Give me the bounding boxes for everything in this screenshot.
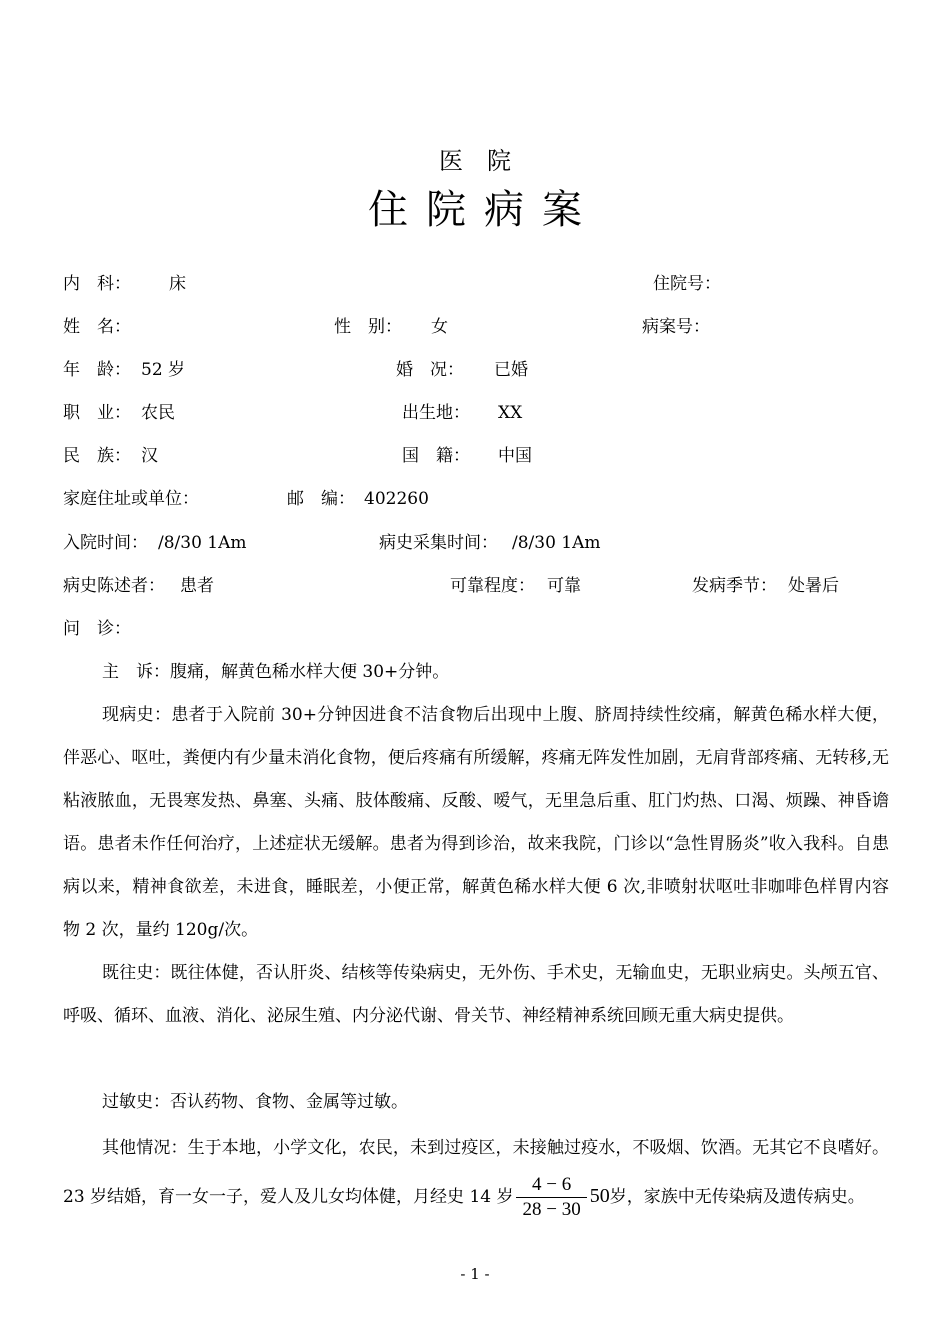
postcode-label: 邮 编： <box>287 489 355 509</box>
menstrual-denominator: 28 − 30 <box>522 1199 581 1220</box>
menstrual-fraction <box>516 1173 586 1222</box>
chief-complaint-label: 主 诉： <box>102 662 170 682</box>
other-info <box>63 1124 889 1222</box>
marital-value: 已婚 <box>494 360 528 380</box>
menopause-age: 50 <box>589 1185 610 1207</box>
allergy-history <box>63 1081 889 1124</box>
narrator-value: 患者 <box>180 576 214 596</box>
age-label: 年 龄： <box>63 360 131 380</box>
present-illness-label: 现病史： <box>102 705 172 725</box>
reliability-label: 可靠程度： <box>450 576 535 596</box>
chief-complaint-text: 腹痛，解黄色稀水样大便 30+分钟。 <box>170 662 450 682</box>
job-label: 职 业： <box>63 403 131 423</box>
name-label: 姓 名： <box>63 317 131 337</box>
nationality-value: 中国 <box>498 446 532 466</box>
allergy-text: 否认药物、食物、金属等过敏。 <box>170 1092 408 1112</box>
page-number: - 1 - <box>460 1265 490 1283</box>
other-info-label: 其他情况： <box>102 1138 188 1158</box>
present-illness <box>63 694 889 952</box>
history-time-value: /8/30 1Am <box>512 533 601 553</box>
past-history <box>63 952 889 1038</box>
history-time-label: 病史采集时间： <box>379 533 498 553</box>
admit-time-value: /8/30 1Am <box>158 533 247 553</box>
menstrual-numerator: 4 − 6 <box>516 1173 586 1198</box>
other-info-text-1: 生于本地，小学文化，农民，未到过疫区，未接触过疫水，不吸烟、饮酒。无其它不良嗜好。23 岁结婚，育一女一子，爱人及儿女均体健，月经史 14 岁 <box>63 1138 890 1207</box>
ethnic-label: 民 族： <box>63 446 131 466</box>
sex-label: 性 别： <box>334 317 402 337</box>
birthplace-label: 出生地： <box>402 403 470 423</box>
address-label: 家庭住址或单位： <box>63 489 199 509</box>
inquiry-label: 问 诊： <box>63 619 131 639</box>
chief-complaint <box>63 651 889 694</box>
nationality-label: 国 籍： <box>402 446 470 466</box>
record-no-label: 病案号： <box>642 317 710 337</box>
past-history-label: 既往史： <box>102 963 171 983</box>
postcode-value: 402260 <box>364 489 429 509</box>
marital-label: 婚 况： <box>396 360 464 380</box>
job-value: 农民 <box>141 403 175 423</box>
season-label: 发病季节： <box>692 576 777 596</box>
past-history-text: 既往体健，否认肝炎、结核等传染病史，无外伤、手术史，无输血史，无职业病史。头颅五官、呼吸、循环、血液、消化、泌尿生殖、内分泌代谢、骨关节、神经精神系统回顾无重大病史提供。 <box>63 963 890 1026</box>
dept-label: 内 科： <box>63 274 131 294</box>
reliability-value: 可靠 <box>547 576 581 596</box>
season-value: 处暑后 <box>788 576 839 596</box>
ethnic-value: 汉 <box>141 446 158 466</box>
bed-label: 床 <box>169 274 186 294</box>
admission-no-label: 住院号： <box>653 274 721 294</box>
document-title: 住院病案 <box>368 187 600 233</box>
sex-value: 女 <box>431 317 448 337</box>
narrator-label: 病史陈述者： <box>63 576 165 596</box>
other-info-text-2: 岁，家族中无传染病及遗传病史。 <box>609 1187 865 1207</box>
present-illness-text: 患者于入院前 30+分钟因进食不洁食物后出现中上腹、脐周持续性绞痛，解黄色稀水样大便，伴恶心、呕吐，粪便内有少量未消化食物，便后疼痛有所缓解，疼痛无阵发性加剧，无肩背部疼痛、无转移,无粘液脓血，无畏寒发热、鼻塞、头痛、肢体酸痛、反酸、嗳气，无里急后重、肛门灼热、口渴、烦躁、神昏谵语。患者未作任何治疗，上述症状无缓解。患者为得到诊治，故来我院，门诊以“急性胃肠炎”收入我科。自患病以来，精神食欲差，未进食，睡眠差，小便正常，解黄色稀水样大便 6 次,非喷射状呕吐非咖啡色样胃内容物 2 次，量约 120g/次。 <box>63 705 890 940</box>
birthplace-value: XX <box>498 403 523 423</box>
admit-time-label: 入院时间： <box>63 533 148 553</box>
age-value: 52 岁 <box>141 360 186 380</box>
hospital-name: 医院 <box>439 147 535 175</box>
allergy-label: 过敏史： <box>102 1092 170 1112</box>
